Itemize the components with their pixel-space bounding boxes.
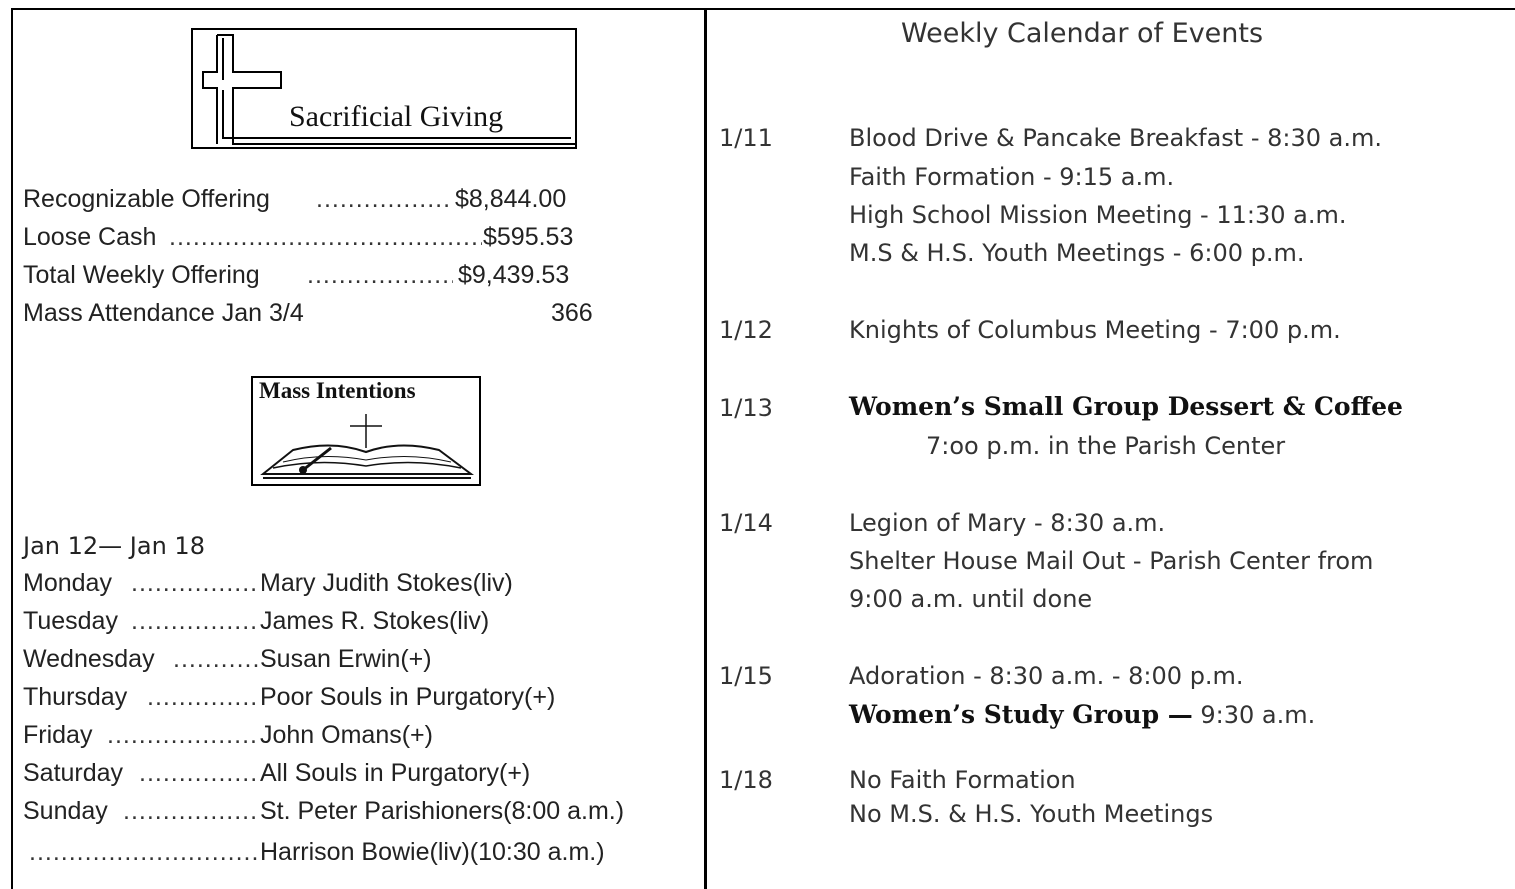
event-date: 1/18 — [719, 766, 773, 794]
dot-leader — [131, 607, 259, 637]
giving-label: Total Weekly Offering — [23, 261, 260, 289]
intention-day: Saturday — [23, 759, 124, 787]
event-line: No M.S. & H.S. Youth Meetings — [849, 800, 1214, 828]
intention-day: Monday — [23, 569, 112, 597]
event-line: Blood Drive & Pancake Breakfast - 8:30 a.m. — [849, 124, 1383, 152]
intention-day: Tuesday — [23, 607, 118, 635]
giving-label: Loose Cash — [23, 223, 157, 251]
dot-leader — [107, 721, 259, 751]
giving-row — [23, 223, 574, 252]
event-line: Shelter House Mail Out - Parish Center from — [849, 547, 1374, 575]
intention-day: Thursday — [23, 683, 128, 711]
giving-row — [23, 261, 570, 290]
intention-day: Sunday — [23, 797, 108, 825]
event-line: Legion of Mary - 8:30 a.m. — [849, 509, 1166, 537]
dot-leader — [139, 759, 259, 789]
intention-row — [23, 645, 432, 674]
dot-leader — [307, 261, 453, 291]
giving-value: $8,844.00 — [455, 185, 567, 213]
dot-leader — [123, 797, 259, 827]
intention-name: St. Peter Parishioners(8:00 a.m.) — [260, 797, 625, 825]
mass-date-range: Jan 12— Jan 18 — [23, 532, 205, 560]
giving-value: 366 — [551, 299, 593, 327]
intention-row — [23, 607, 490, 636]
giving-label: Recognizable Offering — [23, 185, 270, 213]
sacrificial-giving-logo — [191, 28, 577, 149]
bible-icon — [253, 378, 479, 484]
calendar-title: Weekly Calendar of Events — [901, 18, 1264, 49]
intention-name: James R. Stokes(liv) — [260, 607, 490, 635]
event-date: 1/15 — [719, 662, 773, 690]
dot-leader — [173, 645, 259, 675]
intention-row — [23, 683, 556, 712]
event-date: 1/11 — [719, 124, 773, 152]
giving-row — [23, 299, 593, 328]
mass-intentions-logo — [251, 376, 481, 486]
event-date: 1/12 — [719, 316, 773, 344]
event-line: No Faith Formation — [849, 766, 1076, 794]
event-line — [849, 700, 1315, 729]
intention-row — [23, 759, 531, 788]
intention-day: Wednesday — [23, 645, 155, 673]
intention-name: Susan Erwin(+) — [260, 645, 432, 673]
dot-leader — [169, 223, 482, 253]
event-line: 7:oo p.m. in the Parish Center — [926, 432, 1286, 460]
giving-row — [23, 185, 567, 214]
event-line-bold: Women’s Small Group Dessert & Coffee — [849, 392, 1403, 421]
intention-name: Harrison Bowie(liv)(10:30 a.m.) — [260, 838, 605, 866]
intention-day: Friday — [23, 721, 93, 749]
event-line: M.S & H.S. Youth Meetings - 6:00 p.m. — [849, 239, 1305, 267]
giving-value: $595.53 — [483, 223, 574, 251]
intention-name: All Souls in Purgatory(+) — [260, 759, 531, 787]
event-line: 9:00 a.m. until done — [849, 585, 1093, 613]
intention-name: Poor Souls in Purgatory(+) — [260, 683, 556, 711]
intention-row — [23, 721, 433, 750]
event-date: 1/14 — [719, 509, 773, 537]
giving-label: Mass Attendance Jan 3/4 — [23, 299, 304, 327]
dot-leader — [147, 683, 259, 713]
dot-leader — [29, 838, 259, 868]
event-line-bold: Women’s Study Group — — [849, 700, 1193, 729]
giving-value: $9,439.53 — [458, 261, 570, 289]
event-line: Faith Formation - 9:15 a.m. — [849, 163, 1175, 191]
event-line: Adoration - 8:30 a.m. - 8:00 p.m. — [849, 662, 1244, 690]
event-line: Knights of Columbus Meeting - 7:00 p.m. — [849, 316, 1341, 344]
event-line-rest: 9:30 a.m. — [1192, 701, 1316, 729]
event-line: High School Mission Meeting - 11:30 a.m. — [849, 201, 1347, 229]
intention-row — [23, 797, 625, 826]
intention-row — [23, 569, 513, 598]
mass-intentions-title: Mass Intentions — [259, 378, 416, 403]
intention-name: Mary Judith Stokes(liv) — [260, 569, 513, 597]
event-date: 1/13 — [719, 394, 773, 422]
dot-leader — [316, 185, 453, 215]
dot-leader — [131, 569, 259, 599]
top-rule — [707, 8, 1515, 10]
intention-name: John Omans(+) — [260, 721, 433, 749]
sacrificial-giving-title: Sacrificial Giving — [289, 100, 504, 133]
